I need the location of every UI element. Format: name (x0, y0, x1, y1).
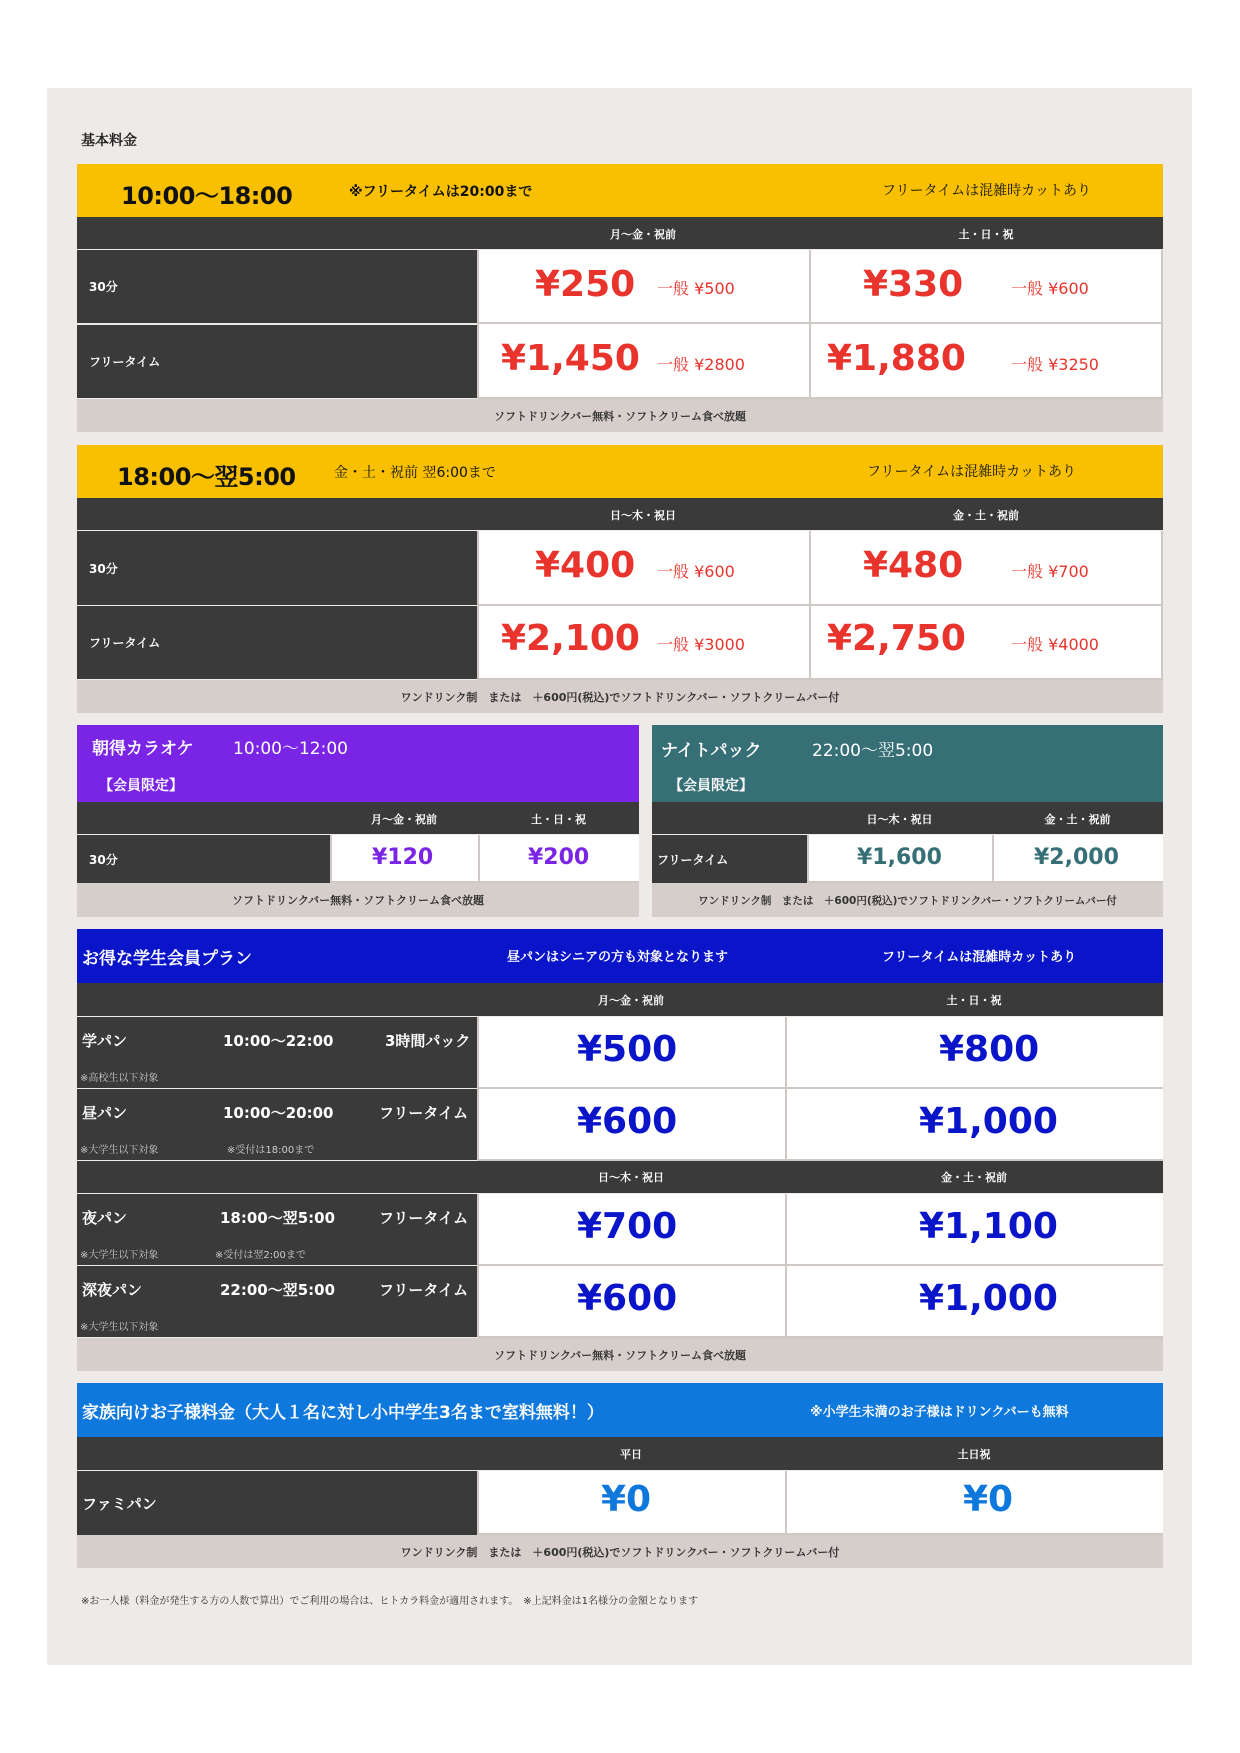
price: ¥1,100 (919, 1206, 1058, 1247)
student-footer: ソフトドリンクバー無料・ソフトクリーム食べ放題 (77, 1338, 1163, 1371)
night-col2-label: 金・土・祝前 (953, 509, 1019, 522)
price: ¥1,450 (501, 338, 640, 379)
day-row-30min-weekend-cell (809, 250, 1163, 324)
general-price: 一般 ¥3000 (657, 635, 745, 654)
family-footer: ワンドリンク制 または ＋600円(税込)でソフトドリンクバー・ソフトクリームバー付 (77, 1535, 1163, 1568)
day-row-free-weekend-cell (809, 324, 1163, 399)
nightpack-title: ナイトパック (661, 741, 762, 761)
morning-column-header (77, 802, 639, 834)
plan-kind: フリータイム (379, 1104, 469, 1122)
nightpack-weekend-cell (992, 835, 1163, 883)
plan-kind: フリータイム (379, 1209, 469, 1227)
day-row-30min-label: 30分 (77, 250, 477, 323)
night-cut-note: フリータイムは混雑時カットあり (867, 464, 1077, 480)
price: ¥500 (577, 1029, 678, 1070)
night-row-30min-weekday-cell (477, 531, 809, 606)
morning-time: 10:00〜12:00 (233, 739, 348, 759)
plan-note: ※高校生以下対象 (80, 1073, 159, 1084)
nightpack-member: 【会員限定】 (669, 778, 753, 794)
general-price: 一般 ¥600 (1011, 279, 1089, 298)
family-weekend-cell (785, 1471, 1163, 1535)
night-note: 金・土・祝前 翌6:00まで (334, 465, 496, 481)
price: ¥1,600 (857, 845, 942, 870)
plan-note: ※大学生以下対象 (80, 1322, 159, 1333)
nightpack-row-label: フリータイム (652, 835, 807, 883)
morning-row-label: 30分 (77, 835, 330, 883)
plan-kind: フリータイム (379, 1281, 469, 1299)
price: ¥0 (963, 1479, 1014, 1520)
nightpack-footer: ワンドリンク制 または ＋600円(税込)でソフトドリンクバー・ソフトクリームバー付 (652, 883, 1163, 917)
student-column-header-1 (77, 983, 1163, 1016)
plan-time: 10:00〜20:00 (223, 1104, 334, 1122)
day-column-header (77, 217, 1163, 249)
nightpack-weekday-cell (807, 835, 992, 883)
plan-time: 10:00〜22:00 (223, 1032, 334, 1050)
nightpack-header-band (652, 725, 1163, 802)
price: ¥2,750 (827, 618, 966, 659)
night-time: 18:00〜翌5:00 (117, 463, 296, 491)
plan-time: 22:00〜翌5:00 (220, 1281, 336, 1299)
family-column-header (77, 1437, 1163, 1470)
general-price: 一般 ¥600 (657, 562, 735, 581)
day-note: ※フリータイムは20:00まで (349, 184, 533, 200)
price: ¥600 (577, 1278, 678, 1319)
price: ¥600 (577, 1101, 678, 1142)
night-row-30min-weekend-cell (809, 531, 1163, 606)
student-col2-label: 土・日・祝 (946, 994, 1002, 1007)
family-row-label: ファミパン (77, 1471, 477, 1535)
plan-reception-note: ※受付は翌2:00まで (215, 1250, 306, 1261)
plan-reception-note: ※受付は18:00まで (227, 1145, 315, 1156)
plan-note: ※大学生以下対象 (80, 1145, 159, 1156)
student-cut-note: フリータイムは混雑時カットあり (882, 950, 1077, 965)
price: ¥2,000 (1034, 845, 1119, 870)
student-col3-label: 日〜木・祝日 (598, 1171, 664, 1184)
morning-title: 朝得カラオケ (92, 739, 194, 759)
morning-weekday-cell (330, 835, 478, 883)
price: ¥1,880 (827, 338, 966, 379)
student-header-band (77, 929, 1163, 983)
day-row-free-weekday-cell (477, 324, 809, 399)
night-header-band (77, 445, 1163, 498)
nightpack-col1-label: 日〜木・祝日 (866, 813, 933, 826)
night-column-header (77, 498, 1163, 530)
day-row-30min-weekday-cell (477, 250, 809, 324)
student-hirupan-weekday-cell (477, 1089, 785, 1161)
plan-note: ※大学生以下対象 (80, 1250, 159, 1261)
student-hirupan-weekend-cell (785, 1089, 1163, 1161)
price: ¥400 (535, 545, 636, 586)
morning-footer: ソフトドリンクバー無料・ソフトクリーム食べ放題 (77, 883, 639, 917)
day-header-band (77, 164, 1163, 217)
morning-member: 【会員限定】 (99, 778, 183, 794)
family-title: 家族向けお子様料金（大人１名に対し小中学生3名まで室料無料！） (82, 1403, 604, 1423)
price: ¥200 (528, 845, 590, 870)
student-row-yorupan (77, 1194, 477, 1265)
student-column-header-2 (77, 1161, 1163, 1193)
night-row-free-weekday-cell (477, 606, 809, 680)
price: ¥480 (863, 545, 964, 586)
day-footer: ソフトドリンクバー無料・ソフトクリーム食べ放題 (77, 399, 1163, 432)
plan-name: 学パン (82, 1032, 128, 1050)
page-title: 基本料金 (81, 133, 137, 149)
student-shinyapan-weekday-cell (477, 1266, 785, 1338)
general-price: 一般 ¥4000 (1011, 635, 1099, 654)
general-price: 一般 ¥3250 (1011, 355, 1099, 374)
price: ¥0 (601, 1479, 652, 1520)
student-note: 昼パンはシニアの方も対象となります (507, 950, 729, 965)
price: ¥120 (372, 845, 434, 870)
student-row-hirupan (77, 1089, 477, 1160)
day-col1-label: 月〜金・祝前 (610, 228, 676, 241)
family-weekday-cell (477, 1471, 785, 1535)
nightpack-col2-label: 金・土・祝前 (1044, 813, 1111, 826)
family-col1-label: 平日 (620, 1448, 642, 1461)
night-row-free-weekend-cell (809, 606, 1163, 680)
price: ¥1,000 (919, 1278, 1058, 1319)
morning-col2-label: 土・日・祝 (531, 813, 586, 826)
price: ¥700 (577, 1206, 678, 1247)
student-row-gakupan (77, 1017, 477, 1088)
bottom-note: ※お一人様（料金が発生する方の人数で算出）でご利用の場合は、ヒトカラ料金が適用されます。 ※上記料金は1名様分の金額となります (81, 1596, 699, 1607)
student-gakupan-weekday-cell (477, 1017, 785, 1089)
day-row-free-label: フリータイム (77, 325, 477, 398)
night-footer: ワンドリンク制 または ＋600円(税込)でソフトドリンクバー・ソフトクリームバー付 (77, 680, 1163, 713)
student-title: お得な学生会員プラン (82, 949, 252, 969)
day-cut-note: フリータイムは混雑時カットあり (882, 183, 1092, 199)
nightpack-time: 22:00〜翌5:00 (812, 741, 934, 761)
general-price: 一般 ¥2800 (657, 355, 745, 374)
general-price: 一般 ¥700 (1011, 562, 1089, 581)
day-time: 10:00〜18:00 (121, 182, 293, 210)
nightpack-column-header (652, 802, 1163, 834)
price: ¥330 (863, 264, 964, 305)
plan-name: 深夜パン (82, 1281, 143, 1299)
student-yorupan-weekday-cell (477, 1194, 785, 1266)
student-yorupan-weekend-cell (785, 1194, 1163, 1266)
student-col1-label: 月〜金・祝前 (598, 994, 664, 1007)
student-col4-label: 金・土・祝前 (941, 1171, 1007, 1184)
general-price: 一般 ¥500 (657, 279, 735, 298)
plan-time: 18:00〜翌5:00 (220, 1209, 336, 1227)
morning-weekend-cell (478, 835, 639, 883)
price: ¥250 (535, 264, 636, 305)
student-shinyapan-weekend-cell (785, 1266, 1163, 1338)
night-row-30min-label: 30分 (77, 531, 477, 605)
price: ¥800 (939, 1029, 1040, 1070)
family-note: ※小学生未満のお子様はドリンクバーも無料 (810, 1405, 1069, 1420)
night-col1-label: 日〜木・祝日 (610, 509, 676, 522)
price: ¥2,100 (501, 618, 640, 659)
family-col2-label: 土日祝 (957, 1448, 991, 1461)
student-gakupan-weekend-cell (785, 1017, 1163, 1089)
plan-name: 夜パン (82, 1209, 128, 1227)
price: ¥1,000 (919, 1101, 1058, 1142)
student-row-shinyapan (77, 1266, 477, 1337)
day-col2-label: 土・日・祝 (958, 228, 1014, 241)
plan-kind: 3時間パック (385, 1032, 471, 1050)
family-header-band (77, 1383, 1163, 1437)
plan-name: 昼パン (82, 1104, 128, 1122)
night-row-free-label: フリータイム (77, 606, 477, 679)
morning-col1-label: 月〜金・祝前 (371, 813, 437, 826)
morning-header-band (77, 725, 639, 802)
